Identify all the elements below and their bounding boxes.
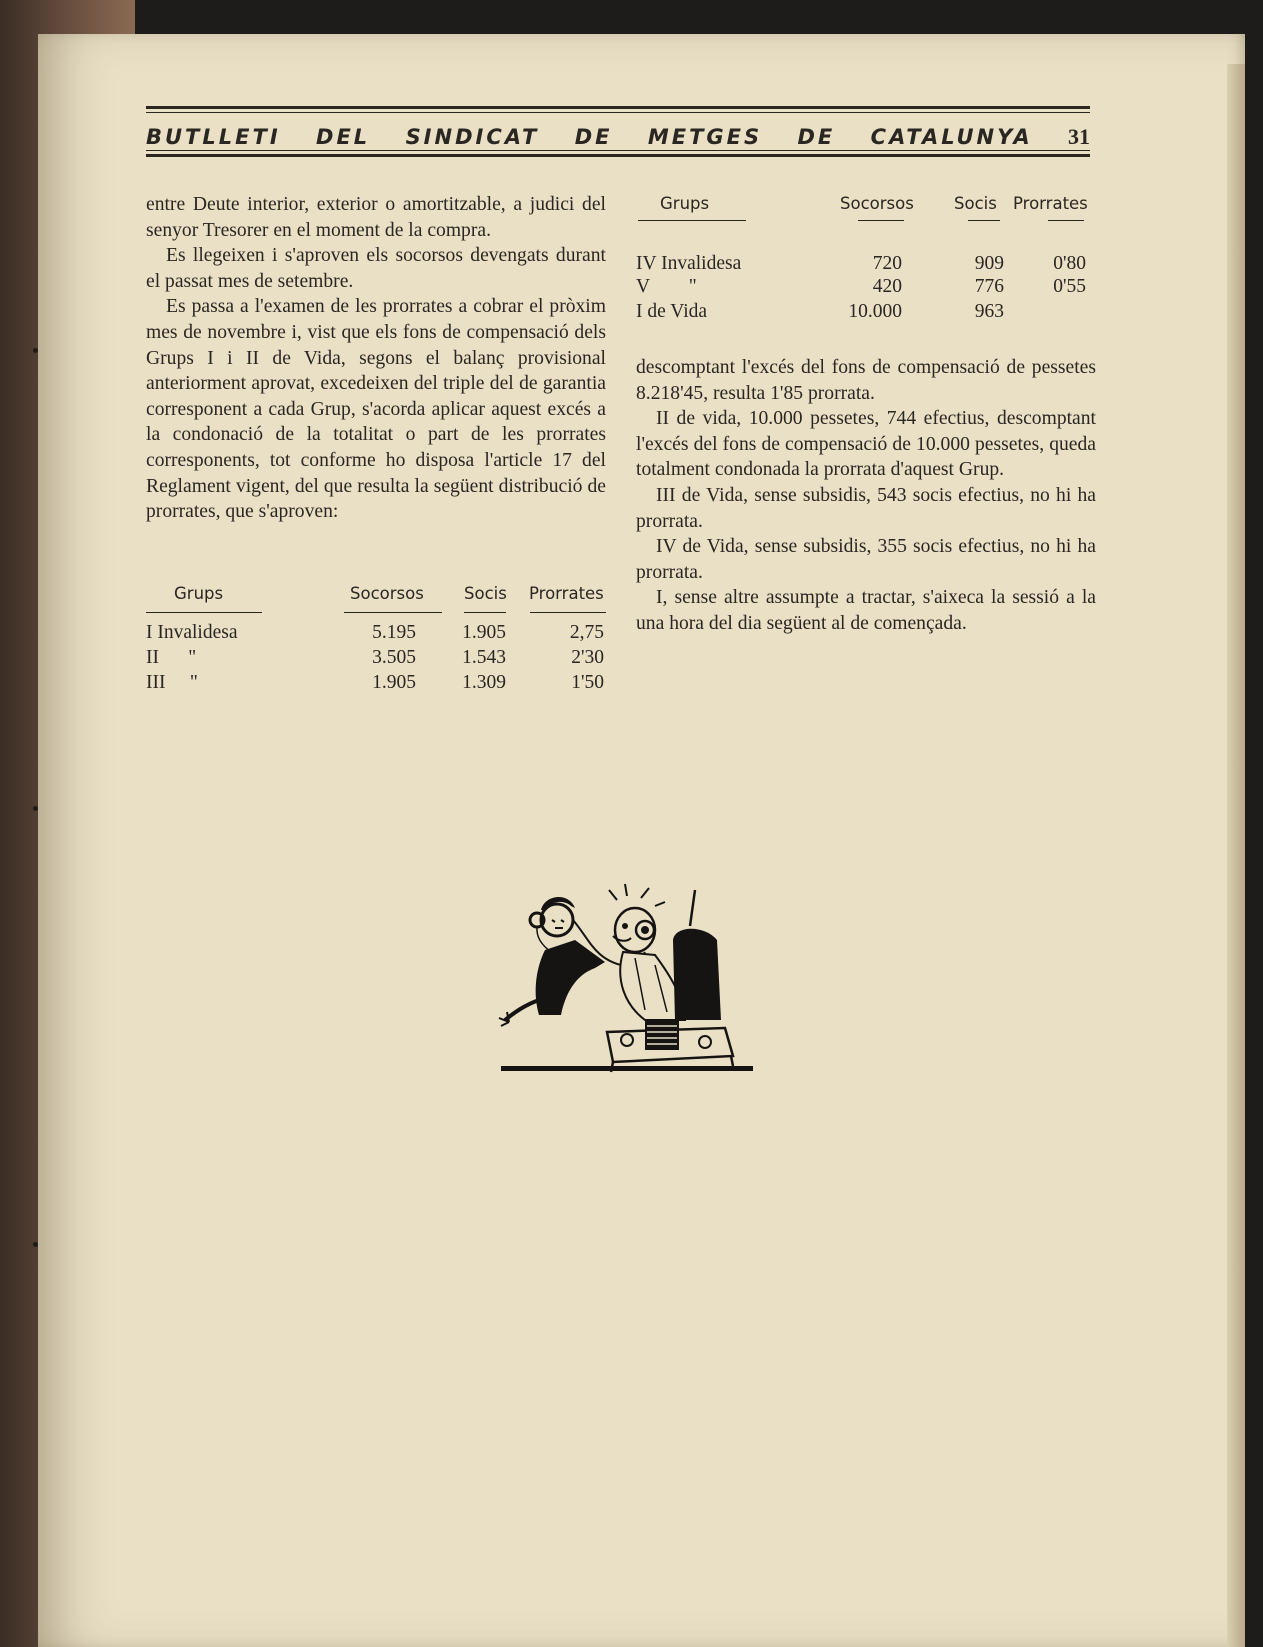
header-underline: [344, 612, 442, 613]
table-header-grups: Grups: [174, 584, 224, 603]
header-word: CATALUNYA: [870, 125, 1033, 149]
left-column-text: [146, 192, 606, 525]
header-underline: [146, 612, 262, 613]
table-header-prorrates: Prorrates: [529, 584, 604, 603]
table-cell: 909: [974, 253, 1004, 274]
header-underline: [968, 220, 1000, 221]
table-cell: 720: [872, 253, 902, 274]
margin-speck: [33, 806, 38, 811]
table-cell: 776: [974, 276, 1004, 297]
header-underline: [858, 220, 904, 221]
running-header: [146, 120, 1090, 154]
doctor-radio-illustration: [495, 880, 760, 1080]
paragraph: III de Vida, sense subsidis, 543 socis efectius, no hi ha prorrata.: [636, 484, 1096, 532]
page-edge: [1227, 64, 1245, 1647]
margin-speck: [33, 348, 38, 353]
table-header-socorsos: Socorsos: [840, 194, 914, 213]
table-cell: 0'80: [1053, 253, 1086, 274]
table-cell: 10.000: [848, 301, 902, 322]
header-underline: [1048, 220, 1084, 221]
table-cell: II ": [146, 647, 197, 668]
margin-speck: [33, 1242, 38, 1247]
table-cell: 0'55: [1053, 276, 1086, 297]
table-header-grups: Grups: [660, 194, 710, 213]
table-header-socis: Socis: [954, 194, 997, 213]
paragraph: entre Deute interior, exterior o amortitzable, a judici del senyor Tresorer en el moment de la compra.: [146, 194, 606, 241]
header-underline: [530, 612, 606, 613]
table-cell: 2,75: [569, 622, 604, 643]
table-cell: 1.543: [462, 647, 506, 668]
table-cell: IV Invalidesa: [636, 253, 742, 274]
header-rule-bottom: [146, 154, 1090, 157]
header-rule-top-thin: [146, 112, 1090, 113]
table-cell: 420: [872, 276, 902, 297]
header-word: BUTLLETI: [146, 125, 281, 149]
paragraph: Es passa a l'examen de les prorrates a cobrar el pròxim mes de novembre i, vist que els fons de compensació dels Grups I i II de Vida, segons el balanç provisional anteriorment aprovat, excedeixen del triple del de garantia corresponent a cada Grup, s'acorda aplicar aquest excés a la condonació de la totalitat o part de les prorrates corresponents, tot conforme ho disposa l'article 17 del Reglament vigent, del que resulta la següent distribució de prorrates, que s'aproven:: [146, 296, 606, 523]
table-cell: I de Vida: [636, 301, 708, 322]
page-number: 31: [1067, 124, 1090, 149]
table-header-socorsos: Socorsos: [350, 584, 424, 603]
header-word: DE: [574, 125, 613, 149]
paragraph: IV de Vida, sense subsidis, 355 socis efectius, no hi ha prorrata.: [636, 536, 1096, 583]
table-cell: 3.505: [372, 647, 416, 668]
paragraph: I, sense altre assumpte a tractar, s'aixeca la sessió a la una hora del dia següent al de començada.: [636, 587, 1096, 634]
paragraph: II de vida, 10.000 pessetes, 744 efectius, descomptant l'excés del fons de compensació de 10.000 pessetes, queda totalment condonada la prorrata d'aquest Grup.: [636, 408, 1096, 481]
table-cell: 1.905: [372, 672, 416, 693]
header-word: SINDICAT: [405, 125, 540, 149]
table-header-prorrates: Prorrates: [1013, 194, 1088, 213]
table-cell: 1.309: [462, 672, 506, 693]
header-word: DE: [797, 125, 836, 149]
table-header-socis: Socis: [464, 584, 507, 603]
prorrates-table-left: [146, 580, 606, 700]
paragraph: Es llegeixen i s'aproven els socorsos devengats durant el passat mes de setembre.: [146, 245, 606, 292]
header-rule-bottom-thin: [146, 150, 1090, 151]
header-word: DEL: [316, 125, 371, 149]
header-word: METGES: [647, 125, 763, 149]
prorrates-table-right: [636, 192, 1096, 332]
header-underline: [464, 612, 506, 613]
right-column-text: [636, 355, 1096, 637]
table-cell: 1.905: [462, 622, 506, 643]
table-cell: III ": [146, 672, 198, 693]
table-cell: 2'30: [571, 647, 604, 668]
header-rule-top: [146, 106, 1090, 109]
header-underline: [638, 220, 746, 221]
table-cell: 5.195: [372, 622, 416, 643]
table-cell: V ": [636, 276, 697, 297]
table-cell: 963: [974, 301, 1004, 322]
table-cell: 1'50: [571, 672, 604, 693]
paragraph: descomptant l'excés del fons de compensació de pessetes 8.218'45, resulta 1'85 prorrata.: [636, 357, 1096, 404]
table-cell: I Invalidesa: [146, 622, 238, 643]
